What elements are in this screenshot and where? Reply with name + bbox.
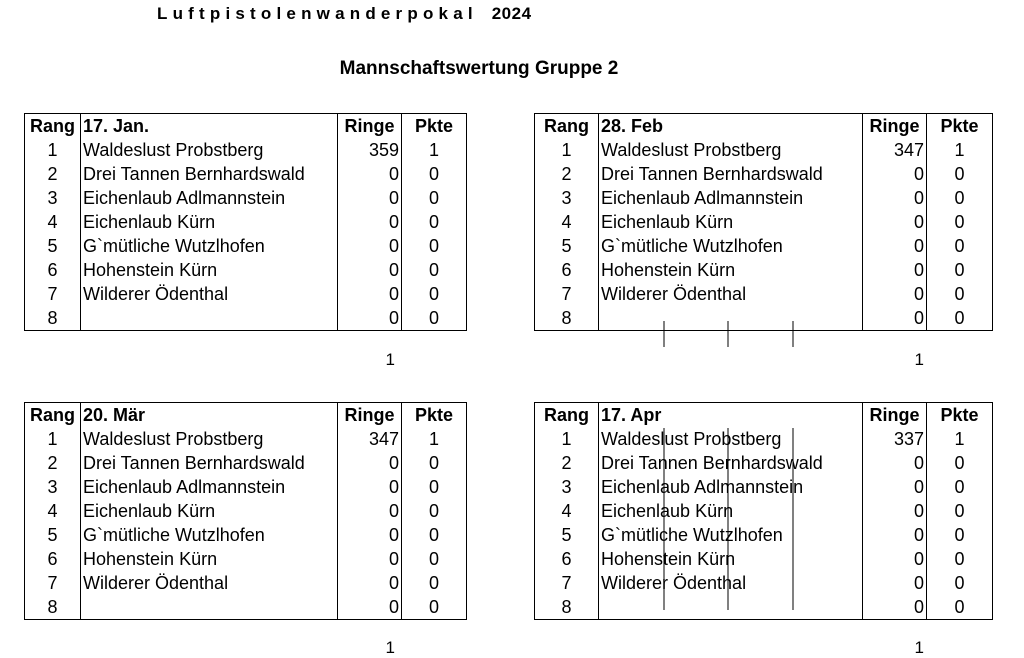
header-rank: Rang bbox=[25, 403, 81, 428]
table-row bbox=[25, 523, 467, 547]
table-row bbox=[535, 258, 993, 282]
score-table-apr bbox=[534, 402, 993, 620]
header-rings: Ringe bbox=[863, 403, 927, 428]
row-points: 0 bbox=[402, 162, 467, 186]
table-row bbox=[25, 499, 467, 523]
header-rings: Ringe bbox=[338, 403, 402, 428]
row-team: Drei Tannen Bernhardswald bbox=[81, 451, 338, 475]
table-row bbox=[25, 282, 467, 306]
row-points: 0 bbox=[402, 571, 467, 595]
table-row bbox=[535, 210, 993, 234]
check-value-jan: 1 bbox=[385, 350, 395, 369]
row-rank: 6 bbox=[535, 547, 599, 571]
row-rank: 4 bbox=[535, 499, 599, 523]
row-points: 0 bbox=[927, 547, 993, 571]
row-team: Drei Tannen Bernhardswald bbox=[81, 162, 338, 186]
table-row bbox=[535, 427, 993, 451]
row-team: Eichenlaub Adlmannstein bbox=[81, 475, 338, 499]
table-row bbox=[25, 427, 467, 451]
row-points: 0 bbox=[402, 595, 467, 620]
header-rank: Rang bbox=[535, 403, 599, 428]
table-header-row bbox=[25, 114, 467, 139]
row-rings: 0 bbox=[863, 451, 927, 475]
row-rank: 7 bbox=[535, 571, 599, 595]
table-row bbox=[535, 595, 993, 620]
row-rings: 0 bbox=[338, 595, 402, 620]
row-team: Hohenstein Kürn bbox=[81, 547, 338, 571]
header-points: Pkte bbox=[402, 403, 467, 428]
row-rings: 0 bbox=[338, 547, 402, 571]
document-subtitle: Mannschaftswertung Gruppe 2 bbox=[339, 58, 619, 79]
row-rings: 0 bbox=[338, 186, 402, 210]
row-rank: 8 bbox=[25, 306, 81, 331]
table-row bbox=[535, 523, 993, 547]
row-points: 0 bbox=[402, 210, 467, 234]
row-rank: 5 bbox=[535, 234, 599, 258]
row-rank: 8 bbox=[25, 595, 81, 620]
document-year: 2024 bbox=[491, 4, 532, 23]
row-rank: 8 bbox=[535, 595, 599, 620]
table-row bbox=[535, 571, 993, 595]
row-points: 0 bbox=[402, 258, 467, 282]
row-rings: 0 bbox=[338, 499, 402, 523]
table-row bbox=[25, 234, 467, 258]
row-team: Drei Tannen Bernhardswald bbox=[599, 162, 863, 186]
table-row bbox=[535, 162, 993, 186]
row-rank: 7 bbox=[535, 282, 599, 306]
header-date: 17. Jan. bbox=[81, 114, 338, 139]
row-rank: 4 bbox=[25, 210, 81, 234]
row-rank: 1 bbox=[535, 138, 599, 162]
row-team: Eichenlaub Kürn bbox=[81, 499, 338, 523]
row-rings: 0 bbox=[863, 547, 927, 571]
row-rings: 359 bbox=[338, 138, 402, 162]
row-team: Eichenlaub Kürn bbox=[599, 210, 863, 234]
row-rank: 1 bbox=[535, 427, 599, 451]
table-row bbox=[25, 306, 467, 331]
table-header-row bbox=[25, 403, 467, 428]
row-rings: 0 bbox=[338, 210, 402, 234]
row-team: G`mütliche Wutzlhofen bbox=[81, 523, 338, 547]
row-rank: 1 bbox=[25, 427, 81, 451]
header-rank: Rang bbox=[25, 114, 81, 139]
check-value-mar: 1 bbox=[385, 638, 395, 657]
table-row bbox=[535, 138, 993, 162]
table-header-row bbox=[535, 403, 993, 428]
row-rank: 8 bbox=[535, 306, 599, 331]
table-row bbox=[535, 234, 993, 258]
row-rank: 6 bbox=[535, 258, 599, 282]
table-row bbox=[535, 282, 993, 306]
row-team bbox=[599, 306, 863, 331]
row-rank: 3 bbox=[25, 475, 81, 499]
row-points: 0 bbox=[402, 475, 467, 499]
row-team: Wilderer Ödenthal bbox=[599, 571, 863, 595]
row-rank: 4 bbox=[535, 210, 599, 234]
row-rings: 0 bbox=[338, 306, 402, 331]
table-row bbox=[535, 186, 993, 210]
row-rings: 0 bbox=[338, 258, 402, 282]
row-points: 0 bbox=[402, 547, 467, 571]
row-team: Waldeslust Probstberg bbox=[81, 427, 338, 451]
row-points: 0 bbox=[402, 523, 467, 547]
header-date: 20. Mär bbox=[81, 403, 338, 428]
row-team: Waldeslust Probstberg bbox=[81, 138, 338, 162]
table-row bbox=[25, 451, 467, 475]
row-rank: 2 bbox=[535, 162, 599, 186]
header-date: 28. Feb bbox=[599, 114, 863, 139]
row-points: 0 bbox=[927, 258, 993, 282]
row-points: 0 bbox=[927, 282, 993, 306]
table-row bbox=[25, 595, 467, 620]
row-team bbox=[81, 595, 338, 620]
row-rank: 2 bbox=[535, 451, 599, 475]
row-rank: 3 bbox=[535, 475, 599, 499]
row-rings: 347 bbox=[338, 427, 402, 451]
row-rings: 0 bbox=[338, 451, 402, 475]
table-row bbox=[25, 475, 467, 499]
row-rings: 0 bbox=[863, 306, 927, 331]
row-team: G`mütliche Wutzlhofen bbox=[81, 234, 338, 258]
table-row bbox=[535, 451, 993, 475]
row-points: 0 bbox=[927, 595, 993, 620]
row-team: Wilderer Ödenthal bbox=[81, 571, 338, 595]
row-rings: 0 bbox=[863, 523, 927, 547]
row-rank: 7 bbox=[25, 282, 81, 306]
table-row bbox=[535, 499, 993, 523]
row-points: 0 bbox=[927, 306, 993, 331]
check-value-apr: 1 bbox=[914, 638, 924, 657]
row-rank: 3 bbox=[25, 186, 81, 210]
header-points: Pkte bbox=[927, 114, 993, 139]
header-date: 17. Apr bbox=[599, 403, 863, 428]
score-table-feb bbox=[534, 113, 993, 331]
row-team: Hohenstein Kürn bbox=[599, 547, 863, 571]
row-points: 0 bbox=[927, 523, 993, 547]
row-points: 0 bbox=[927, 475, 993, 499]
row-rings: 0 bbox=[338, 162, 402, 186]
row-points: 0 bbox=[927, 162, 993, 186]
header-rings: Ringe bbox=[863, 114, 927, 139]
row-rings: 0 bbox=[863, 571, 927, 595]
row-points: 0 bbox=[927, 234, 993, 258]
table-row bbox=[535, 306, 993, 331]
row-rings: 0 bbox=[863, 282, 927, 306]
table-row bbox=[535, 547, 993, 571]
row-rank: 5 bbox=[25, 234, 81, 258]
row-rings: 0 bbox=[863, 258, 927, 282]
row-points: 0 bbox=[927, 571, 993, 595]
row-points: 0 bbox=[927, 451, 993, 475]
row-points: 0 bbox=[402, 306, 467, 331]
header-points: Pkte bbox=[927, 403, 993, 428]
row-team: Eichenlaub Adlmannstein bbox=[599, 475, 863, 499]
row-rank: 5 bbox=[25, 523, 81, 547]
row-rank: 2 bbox=[25, 451, 81, 475]
table-row bbox=[25, 138, 467, 162]
row-rank: 4 bbox=[25, 499, 81, 523]
row-points: 0 bbox=[402, 186, 467, 210]
row-rings: 0 bbox=[863, 595, 927, 620]
row-points: 1 bbox=[927, 427, 993, 451]
row-team: Drei Tannen Bernhardswald bbox=[599, 451, 863, 475]
row-rank: 6 bbox=[25, 547, 81, 571]
row-rank: 6 bbox=[25, 258, 81, 282]
row-team: Wilderer Ödenthal bbox=[81, 282, 338, 306]
header-points: Pkte bbox=[402, 114, 467, 139]
row-points: 0 bbox=[927, 499, 993, 523]
row-rank: 5 bbox=[535, 523, 599, 547]
row-rank: 1 bbox=[25, 138, 81, 162]
row-team: Waldeslust Probstberg bbox=[599, 138, 863, 162]
row-team: Wilderer Ödenthal bbox=[599, 282, 863, 306]
row-team bbox=[599, 595, 863, 620]
row-rank: 7 bbox=[25, 571, 81, 595]
row-rings: 0 bbox=[338, 475, 402, 499]
document-title bbox=[157, 4, 532, 24]
header-rank: Rang bbox=[535, 114, 599, 139]
row-team bbox=[81, 306, 338, 331]
row-points: 0 bbox=[402, 282, 467, 306]
row-team: Waldeslust Probstberg bbox=[599, 427, 863, 451]
table-row bbox=[25, 210, 467, 234]
header-rings: Ringe bbox=[338, 114, 402, 139]
row-rings: 0 bbox=[863, 234, 927, 258]
row-points: 0 bbox=[402, 499, 467, 523]
row-team: Eichenlaub Kürn bbox=[599, 499, 863, 523]
score-table-jan bbox=[24, 113, 467, 331]
table-row bbox=[25, 186, 467, 210]
row-team: Hohenstein Kürn bbox=[599, 258, 863, 282]
row-points: 0 bbox=[927, 186, 993, 210]
row-rings: 0 bbox=[863, 210, 927, 234]
row-points: 0 bbox=[927, 210, 993, 234]
row-team: G`mütliche Wutzlhofen bbox=[599, 234, 863, 258]
row-points: 0 bbox=[402, 451, 467, 475]
row-points: 1 bbox=[402, 427, 467, 451]
row-rings: 0 bbox=[863, 162, 927, 186]
row-rings: 347 bbox=[863, 138, 927, 162]
table-row bbox=[535, 475, 993, 499]
row-rings: 0 bbox=[338, 282, 402, 306]
row-rings: 0 bbox=[338, 571, 402, 595]
row-rings: 337 bbox=[863, 427, 927, 451]
row-points: 0 bbox=[402, 234, 467, 258]
table-row bbox=[25, 571, 467, 595]
row-rank: 2 bbox=[25, 162, 81, 186]
document-title-text: Luftpistolenwanderpokal bbox=[157, 4, 478, 23]
row-team: Eichenlaub Adlmannstein bbox=[81, 186, 338, 210]
row-rings: 0 bbox=[863, 499, 927, 523]
row-rings: 0 bbox=[338, 234, 402, 258]
row-points: 1 bbox=[927, 138, 993, 162]
score-table-mar bbox=[24, 402, 467, 620]
table-row bbox=[25, 162, 467, 186]
check-value-feb: 1 bbox=[914, 350, 924, 369]
row-rings: 0 bbox=[863, 475, 927, 499]
row-team: G`mütliche Wutzlhofen bbox=[599, 523, 863, 547]
row-rings: 0 bbox=[863, 186, 927, 210]
table-header-row bbox=[535, 114, 993, 139]
row-points: 1 bbox=[402, 138, 467, 162]
row-rings: 0 bbox=[338, 523, 402, 547]
row-team: Eichenlaub Kürn bbox=[81, 210, 338, 234]
row-team: Eichenlaub Adlmannstein bbox=[599, 186, 863, 210]
row-rank: 3 bbox=[535, 186, 599, 210]
table-row bbox=[25, 547, 467, 571]
row-team: Hohenstein Kürn bbox=[81, 258, 338, 282]
table-row bbox=[25, 258, 467, 282]
